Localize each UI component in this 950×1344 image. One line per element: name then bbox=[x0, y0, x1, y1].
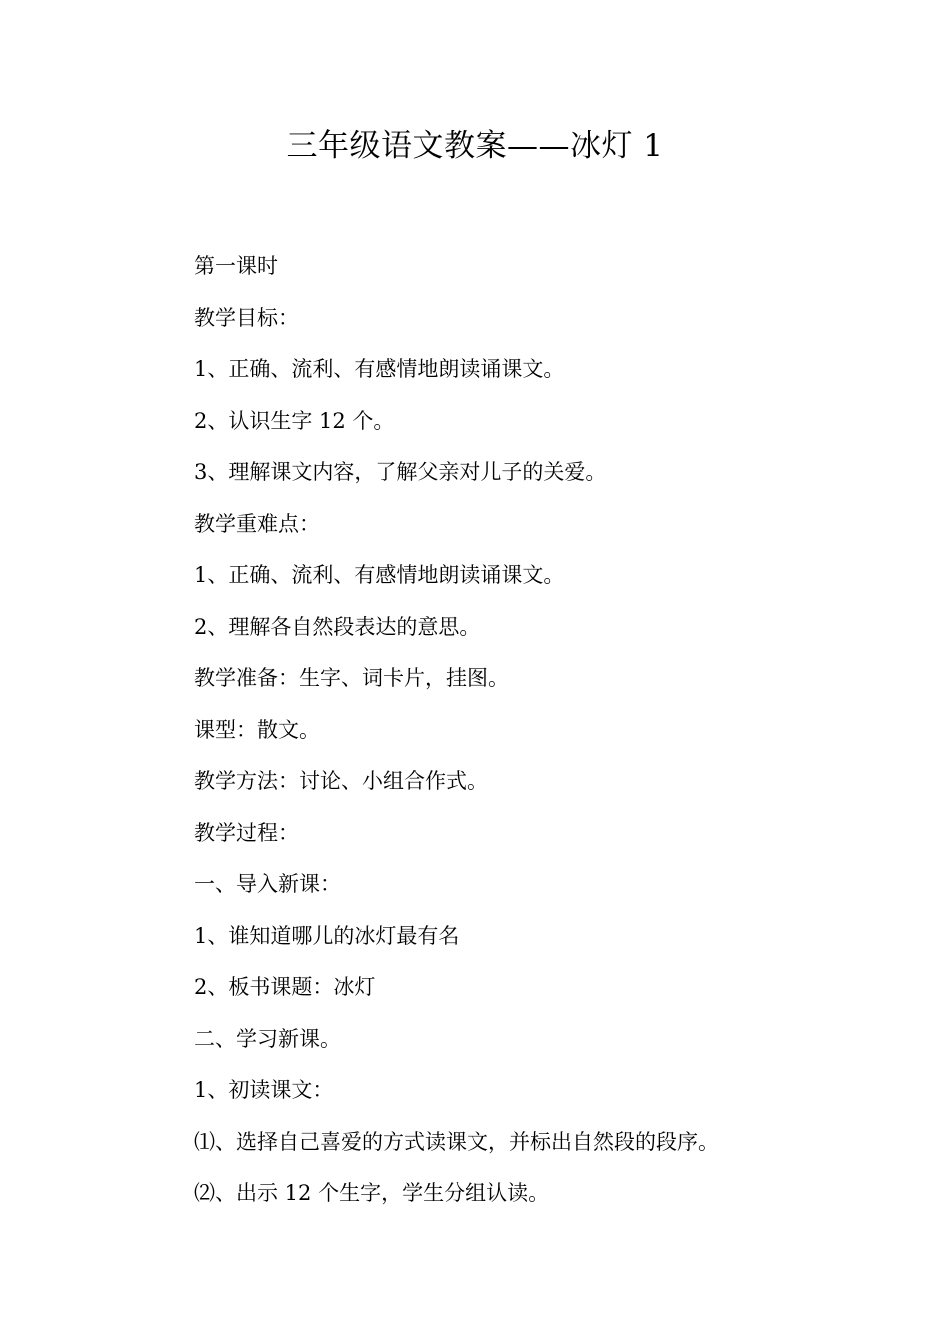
document-body bbox=[194, 250, 894, 1229]
objective-item: 1、正确、流利、有感情地朗读诵课文。 bbox=[194, 357, 565, 381]
key-point-item: 1、正确、流利、有感情地朗读诵课文。 bbox=[194, 563, 565, 587]
process-item: 1、初读课文： bbox=[194, 1078, 334, 1102]
section-heading: 二、学习新课。 bbox=[194, 1026, 341, 1051]
objective-item: 3、理解课文内容，了解父亲对儿子的关爱。 bbox=[194, 460, 607, 484]
section-heading: 一、导入新课： bbox=[194, 872, 341, 896]
session-heading: 第一课时 bbox=[194, 254, 278, 278]
process-heading: 教学过程： bbox=[194, 820, 299, 845]
objectives-heading: 教学目标： bbox=[194, 305, 299, 330]
document-title: 三年级语文教案——冰灯 1 bbox=[286, 128, 664, 164]
key-points-heading: 教学重难点： bbox=[194, 511, 320, 536]
preparation-line: 教学准备：生字、词卡片，挂图。 bbox=[194, 666, 509, 690]
process-subitem: ⑴、选择自己喜爱的方式读课文，并标出自然段的段序。 bbox=[194, 1129, 719, 1154]
process-subitem: ⑵、出示 12 个生字，学生分组认读。 bbox=[194, 1181, 550, 1205]
lesson-type-line: 课型：散文。 bbox=[194, 717, 320, 742]
process-item: 2、板书课题：冰灯 bbox=[194, 975, 376, 999]
key-point-item: 2、理解各自然段表达的意思。 bbox=[194, 614, 481, 639]
method-line: 教学方法：讨论、小组合作式。 bbox=[194, 769, 488, 793]
objective-item: 2、认识生字 12 个。 bbox=[194, 408, 395, 433]
process-item: 1、谁知道哪儿的冰灯最有名 bbox=[194, 923, 460, 948]
